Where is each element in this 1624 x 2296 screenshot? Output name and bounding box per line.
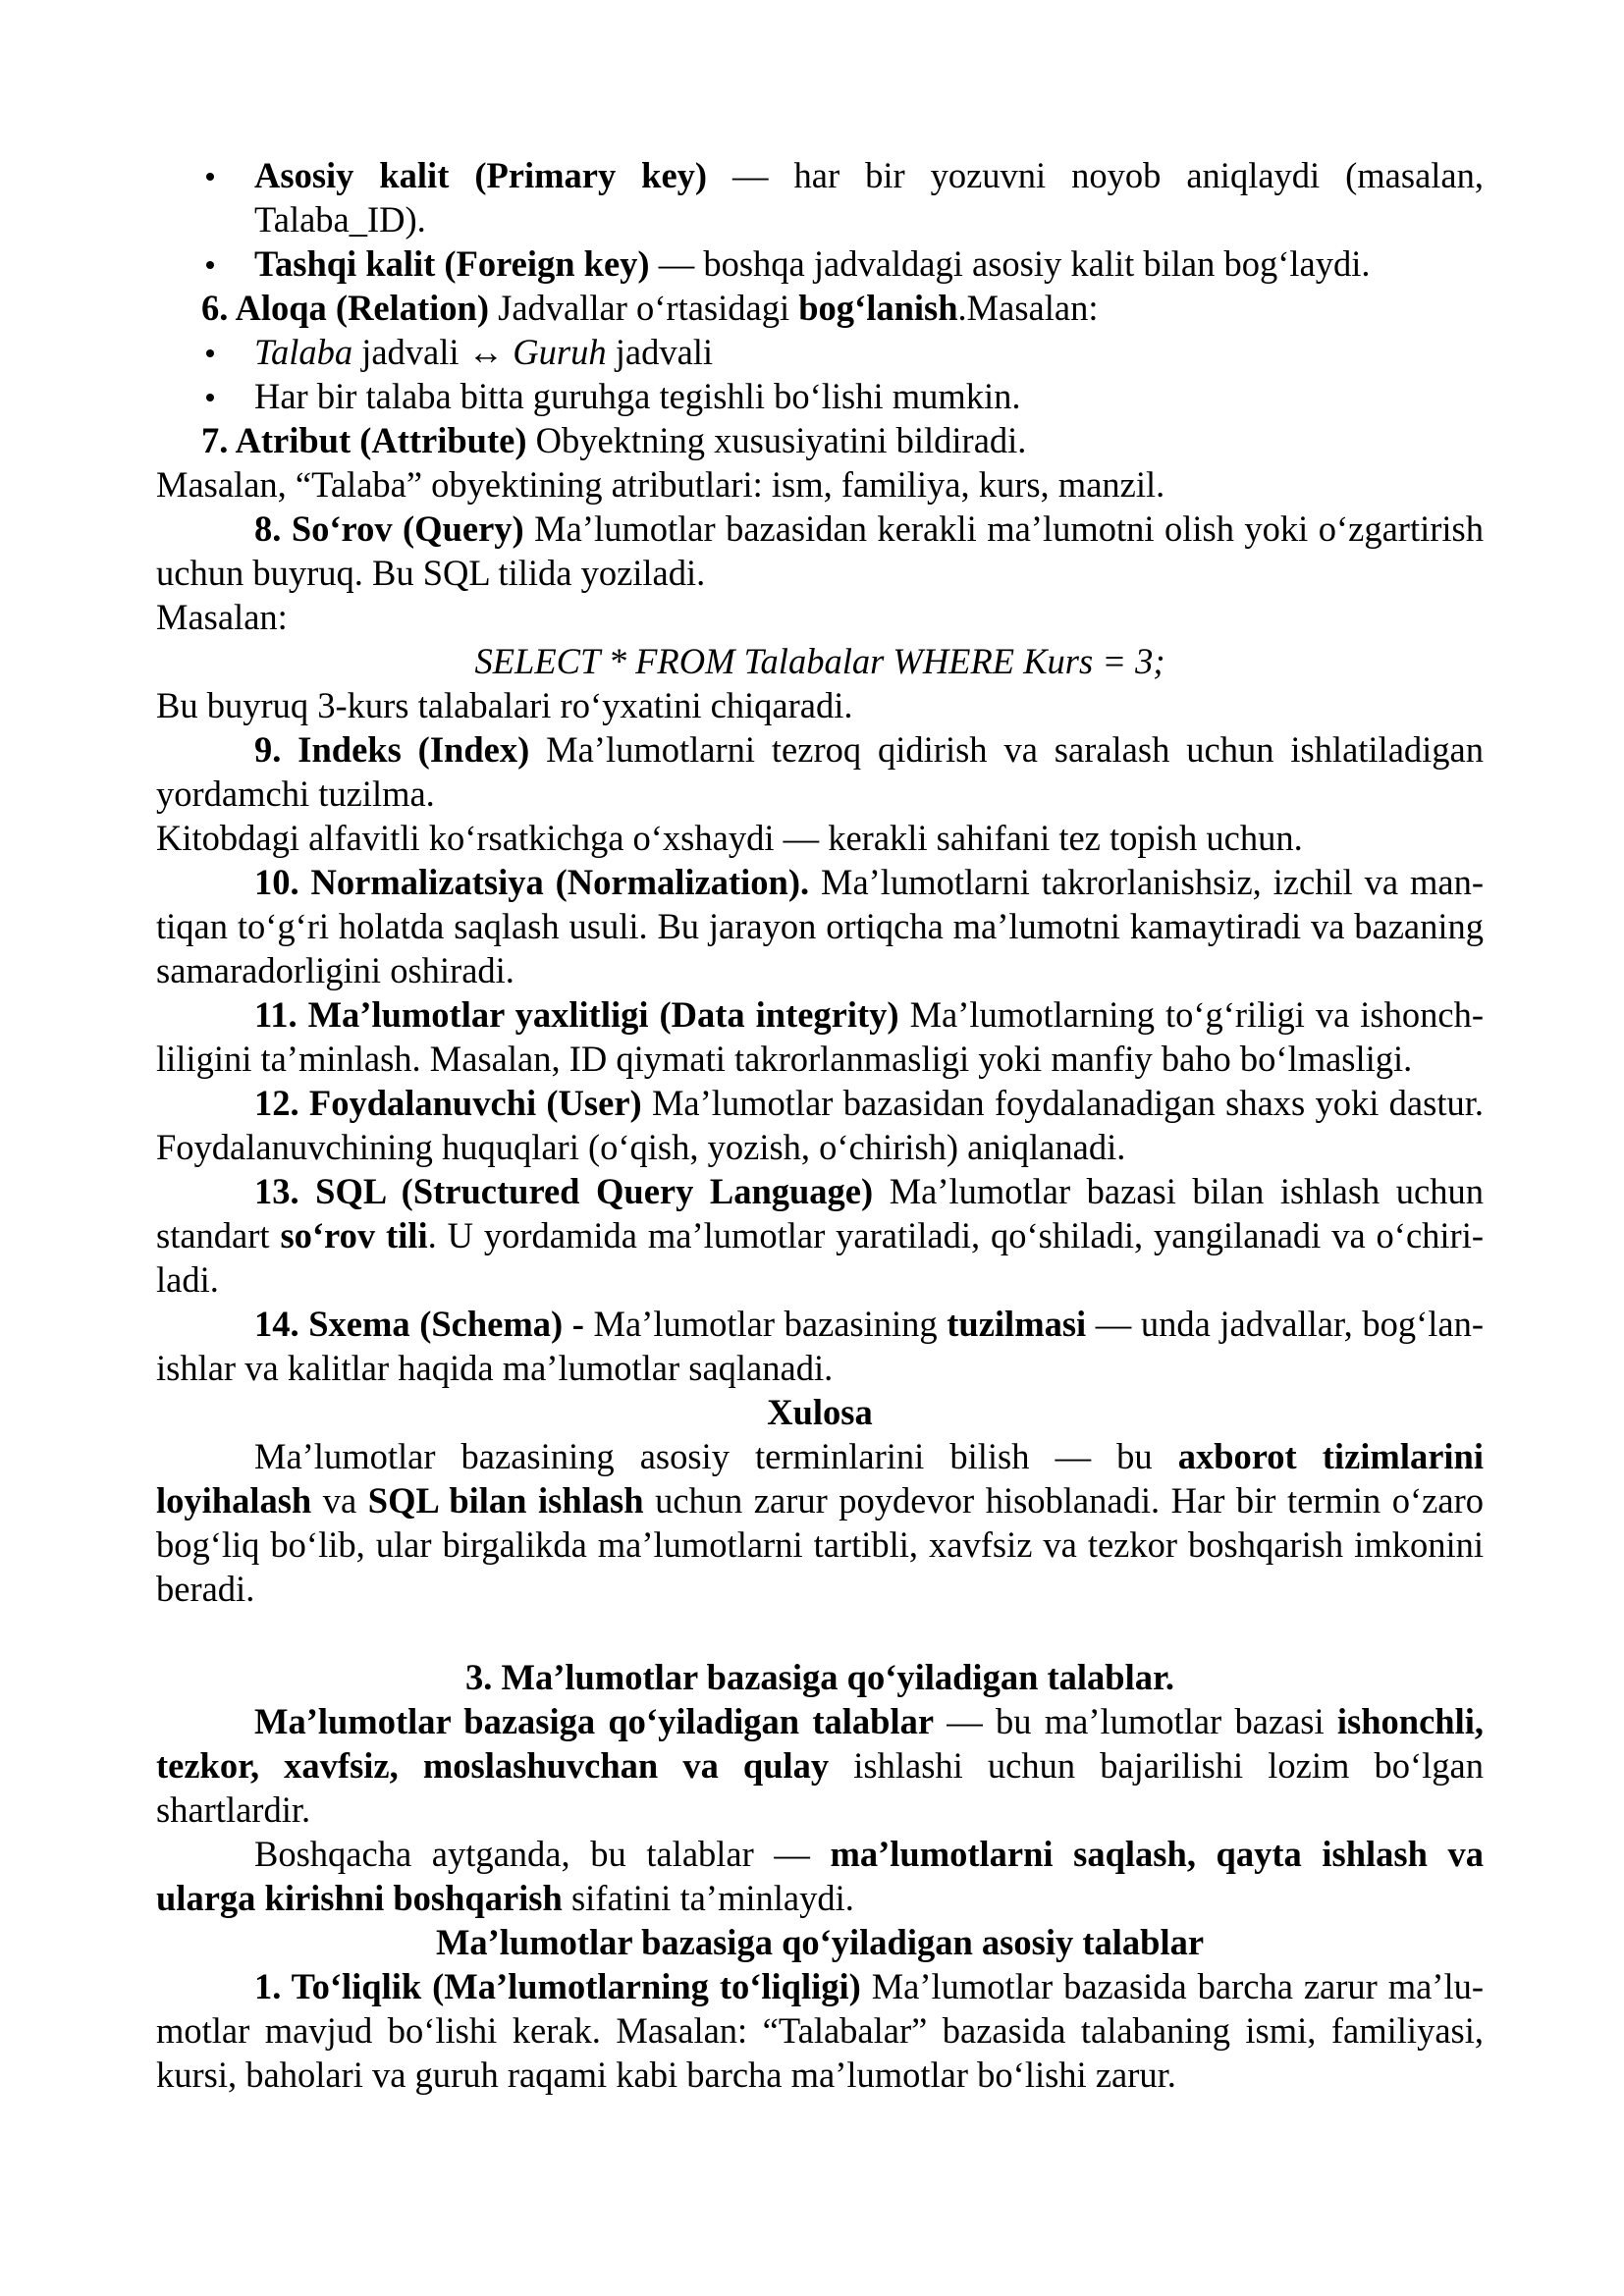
term-query [156, 507, 1484, 595]
term-text: — unda jadvallar, bog‘lanishlar va kalitlar haqida ma’lumotlar saqlanadi. [156, 1304, 1484, 1388]
term-bold: tuzilmasi [947, 1304, 1087, 1344]
term-attribute [156, 418, 1484, 462]
bullet-dot [206, 173, 214, 181]
section-heading [156, 1655, 1484, 1699]
term-text: — boshqa jadvaldagi asosiy kalit bilan bog‘laydi. [649, 243, 1371, 284]
bullet-dot [206, 394, 214, 401]
term-normalization [156, 860, 1484, 992]
term-title: 14. Sxema (Schema) - [254, 1304, 584, 1344]
term-text: Jadvallar o‘rtasidagi [489, 288, 799, 328]
term-data-integrity [156, 992, 1484, 1081]
bullet-foreign-key [156, 241, 1484, 286]
section-subheading [156, 1920, 1484, 1964]
bullet-relation-note [156, 374, 1484, 418]
section-paragraph-2 [156, 1832, 1484, 1920]
term-text: Ma’lumotlar bazasidan foydalanadigan shaxs yoki dastur. Foydalanuvchining huquqlari (o‘qish, yozish, o‘chirish) aniqlanadi. [156, 1083, 1484, 1167]
term-text: Ma’lumotlar bazasidan kerakli ma’lumotni olish yoki o‘zgartirish uchun buyruq. Bu SQL tilida yoziladi. [156, 508, 1484, 593]
heading-text: Xulosa [767, 1392, 873, 1432]
term-sql [156, 1169, 1484, 1302]
heading-text: Ma’lumotlar bazasiga qo‘yiladigan asosiy talablar [435, 1922, 1205, 1962]
paragraph-bold: ishonchli, tezkor, xavfsiz, moslashuvchan va qulay [156, 1701, 1484, 1786]
italic-term: Guruh [513, 332, 607, 372]
paragraph-bold: Ma’lumotlar bazasiga qo‘yiladigan talablar [254, 1701, 935, 1741]
requirement-completeness [156, 1964, 1484, 2097]
conclusion-paragraph [156, 1434, 1484, 1611]
conclusion-heading [156, 1390, 1484, 1434]
heading-text: 3. Ma’lumotlar bazasiga qo‘yiladigan talablar. [465, 1657, 1174, 1697]
term-text: Obyektning xususiyatini bildiradi. [526, 420, 1027, 460]
term-title: 10. Normalizatsiya (Normalization). [254, 862, 810, 902]
paragraph-text: uchun zarur poydevor hisoblanadi. Har bir termin o‘zaro bog‘liq bo‘lib, ular birgalikda ma’lumotlarni tartibli, xavfsiz va tezkor boshqarish imkonini beradi. [156, 1480, 1484, 1609]
paragraph-text: va [311, 1480, 368, 1521]
bullet-text: jadvali ↔ [352, 332, 514, 372]
term-title: 7. Atribut (Attribute) [201, 420, 527, 460]
term-text: Ma’lumotlar bazasi bilan ishlash uchun standart [156, 1171, 1485, 1255]
term-title: 1. To‘liqlik (Ma’lumotlarning to‘liqligi) [254, 1966, 861, 2006]
bullet-text: jadvali [606, 332, 714, 372]
paragraph-text: sifatini ta’minlaydi. [562, 1878, 854, 1918]
index-example: Kitobdagi alfavitli ko‘rsatkichga o‘xshaydi — kerakli sahifani tez topish uchun. [156, 818, 1303, 858]
term-text: — har bir yozuvni noyob aniqlaydi (masalan, Talaba_ID). [254, 155, 1485, 240]
attribute-example: Masalan, “Talaba” obyektining atributlari: ism, familiya, kurs, manzil. [156, 464, 1165, 505]
section-paragraph-1 [156, 1699, 1484, 1832]
term-title: 8. So‘rov (Query) [254, 508, 524, 549]
sql-code-example [156, 639, 1484, 683]
term-text: .Masalan: [957, 288, 1099, 328]
paragraph-text: Boshqacha aytganda, bu talablar — [254, 1834, 831, 1874]
term-title: 9. Indeks (Index) [254, 729, 530, 770]
sql-code: SELECT * FROM Talabalar WHERE Kurs = 3; [474, 641, 1165, 681]
bullet-dot [206, 349, 214, 357]
bullet-text: Har bir talaba bitta guruhga tegishli bo‘lishi mumkin. [254, 376, 1021, 416]
term-title: Asosiy kalit (Primary key) [254, 155, 708, 195]
term-text: Ma’lumotlar bazasida barcha zarur ma’lumotlar mavjud bo‘lishi kerak. Masalan: “Talabalar” bazasida talabaning ismi, familiyasi, kursi, baholari va guruh raqami kabi barcha ma’lumotlar bo‘lishi zarur. [156, 1966, 1484, 2095]
paragraph-text: ishlashi uchun bajarilishi lozim bo‘lgan shartlardir. [156, 1745, 1484, 1830]
term-title: 6. Aloqa (Relation) [201, 288, 490, 328]
paragraph-text: — bu ma’lumotlar bazasi [934, 1701, 1337, 1741]
term-text: Ma’lumotlarning to‘g‘riligi va ishonchliligini ta’minlash. Masalan, ID qiymati takrorlanmasligi yoki manfiy baho bo‘lmasligi. [156, 994, 1484, 1079]
bullet-primary-key [156, 153, 1484, 241]
paragraph-bold: ma’lumotlarni saqlash, qayta ishlash va ularga kirishni boshqarish [156, 1834, 1484, 1918]
term-title: Tashqi kalit (Foreign key) [254, 243, 650, 284]
term-user [156, 1081, 1484, 1169]
paragraph-text: Ma’lumotlar bazasining asosiy terminlarini bilish — bu [254, 1436, 1178, 1476]
bullet-relation-example [156, 330, 1484, 374]
term-bold: bog‘lanish [798, 288, 958, 328]
term-schema [156, 1302, 1484, 1390]
term-title: 11. Ma’lumotlar yaxlitligi (Data integrity) [254, 994, 899, 1035]
query-example-label: Masalan: [156, 597, 288, 637]
term-relation [156, 286, 1484, 330]
term-bold: so‘rov tili [280, 1215, 428, 1255]
term-text: Ma’lumotlar bazasining [583, 1304, 947, 1344]
term-text: Ma’lumotlarni tezroq qidirish va saralash uchun ishlatiladigan yordamchi tuzilma. [156, 729, 1484, 814]
query-result: Bu buyruq 3-kurs talabalari ro‘yxatini chiqaradi. [156, 685, 853, 725]
term-index [156, 727, 1484, 816]
bullet-dot [206, 261, 214, 269]
italic-term: Talaba [254, 332, 353, 372]
term-title: 13. SQL (Structured Query Language) [254, 1171, 874, 1211]
term-text: . U yordamida ma’lumotlar yaratiladi, qo‘shiladi, yangilanadi va o‘chiriladi. [156, 1215, 1485, 1300]
term-title: 12. Foydalanuvchi (User) [254, 1083, 642, 1123]
paragraph-bold: SQL bilan ishlash [367, 1480, 644, 1521]
document-page [156, 153, 1484, 2097]
paragraph-bold: axborot tizimlarini loyihalash [156, 1436, 1484, 1521]
term-text: Ma’lumotlarni takrorlanishsiz, izchil va mantiqan to‘g‘ri holatda saqlash usuli. Bu jarayon ortiqcha ma’lumotni kamaytiradi va bazaning samaradorligini oshiradi. [156, 862, 1484, 990]
